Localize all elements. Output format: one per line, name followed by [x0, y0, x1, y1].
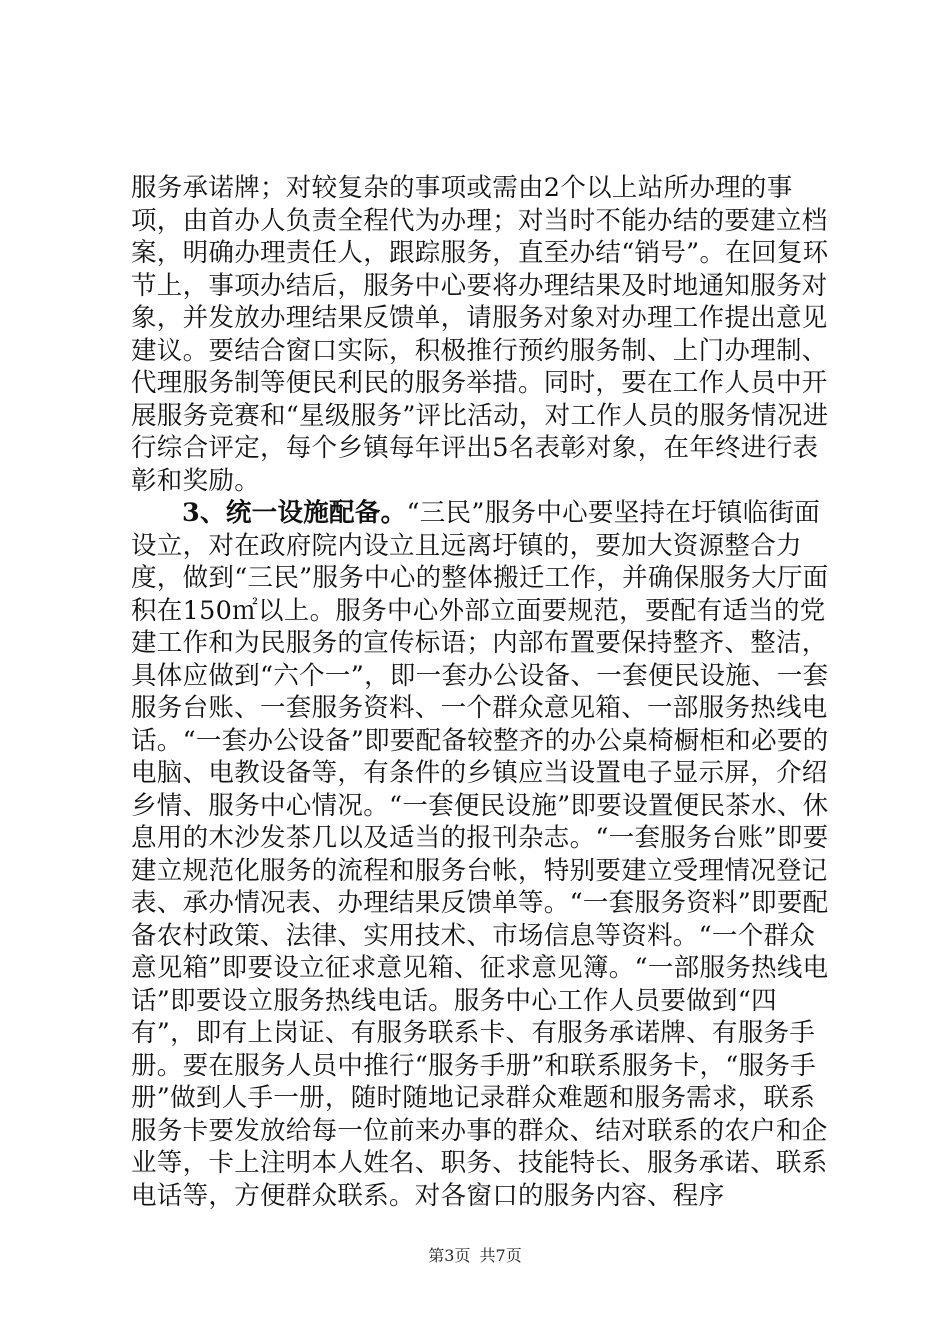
- section-body: “三民”服务中心要坚持在圩镇临街面设立，对在政府院内设立且远离圩镇的，要加大资源整合力度，做到“三民”服务中心的整体搬迁工作，并确保服务大厅面积在150㎡以上。服务中心外部立面要规范，要配有适当的党建工作和为民服务的宣传标语；内部布置要保持整齐、整洁，具体应做到“六个一”，即一套办公设备、一套便民设施、一套服务台账、一套服务资料、一个群众意见箱、一部服务热线电话。“一套办公设备”即要配备较整齐的办公桌椅橱柜和必要的电脑、电教设备等，有条件的乡镇应当设置电子显示屏，介绍乡情、服务中心情况。“一套便民设施”即要设置便民茶水、休息用的木沙发茶几以及适当的报刊杂志。“一套服务台账”即要建立规范化服务的流程和服务台帐，特别要建立受理情况登记表、承办情况表、办理结果反馈单等。“一套服务资料”即要配备农村政策、法律、实用技术、市场信息等资料。“一个群众意见箱”即要设立征求意见箱、征求意见簿。“一部服务热线电话”即要设立服务热线电话。服务中心工作人员要做到“四有”，即有上岗证、有服务联系卡、有服务承诺牌、有服务手册。要在服务人员中推行“服务手册”和联系服务卡，“服务手册”做到人手一册，随时随地记录群众难题和服务需求，联系服务卡要发放给每一位前来办事的群众、结对联系的农户和企业等，卡上注明本人姓名、职务、技能特长、服务承诺、联系电话等，方便群众联系。对各窗口的服务内容、程序: [131, 498, 829, 1211]
- paragraph-facilities: [131, 497, 831, 1212]
- section-heading: 3、统一设施配备。: [182, 498, 407, 528]
- page-footer: [0, 1243, 950, 1266]
- page-number: 第3页: [428, 1246, 471, 1265]
- page-total: 共7页: [479, 1246, 522, 1265]
- paragraph-continued: 服务承诺牌；对较复杂的事项或需由2个以上站所办理的事项，由首办人负责全程代为办理；对当时不能办结的要建立档案，明确办理责任人，跟踪服务，直至办结“销号”。在回复环节上，事项办结后，服务中心要将办理结果及时地通知服务对象，并发放办理结果反馈单，请服务对象对办理工作提出意见建议。要结合窗口实际，积极推行预约服务制、上门办理制、代理服务制等便民利民的服务举措。同时，要在工作人员中开展服务竞赛和“星级服务”评比活动，对工作人员的服务情况进行综合评定，每个乡镇每年评出5名表彰对象，在年终进行表彰和奖励。: [131, 173, 829, 496]
- document-body: [131, 172, 831, 1212]
